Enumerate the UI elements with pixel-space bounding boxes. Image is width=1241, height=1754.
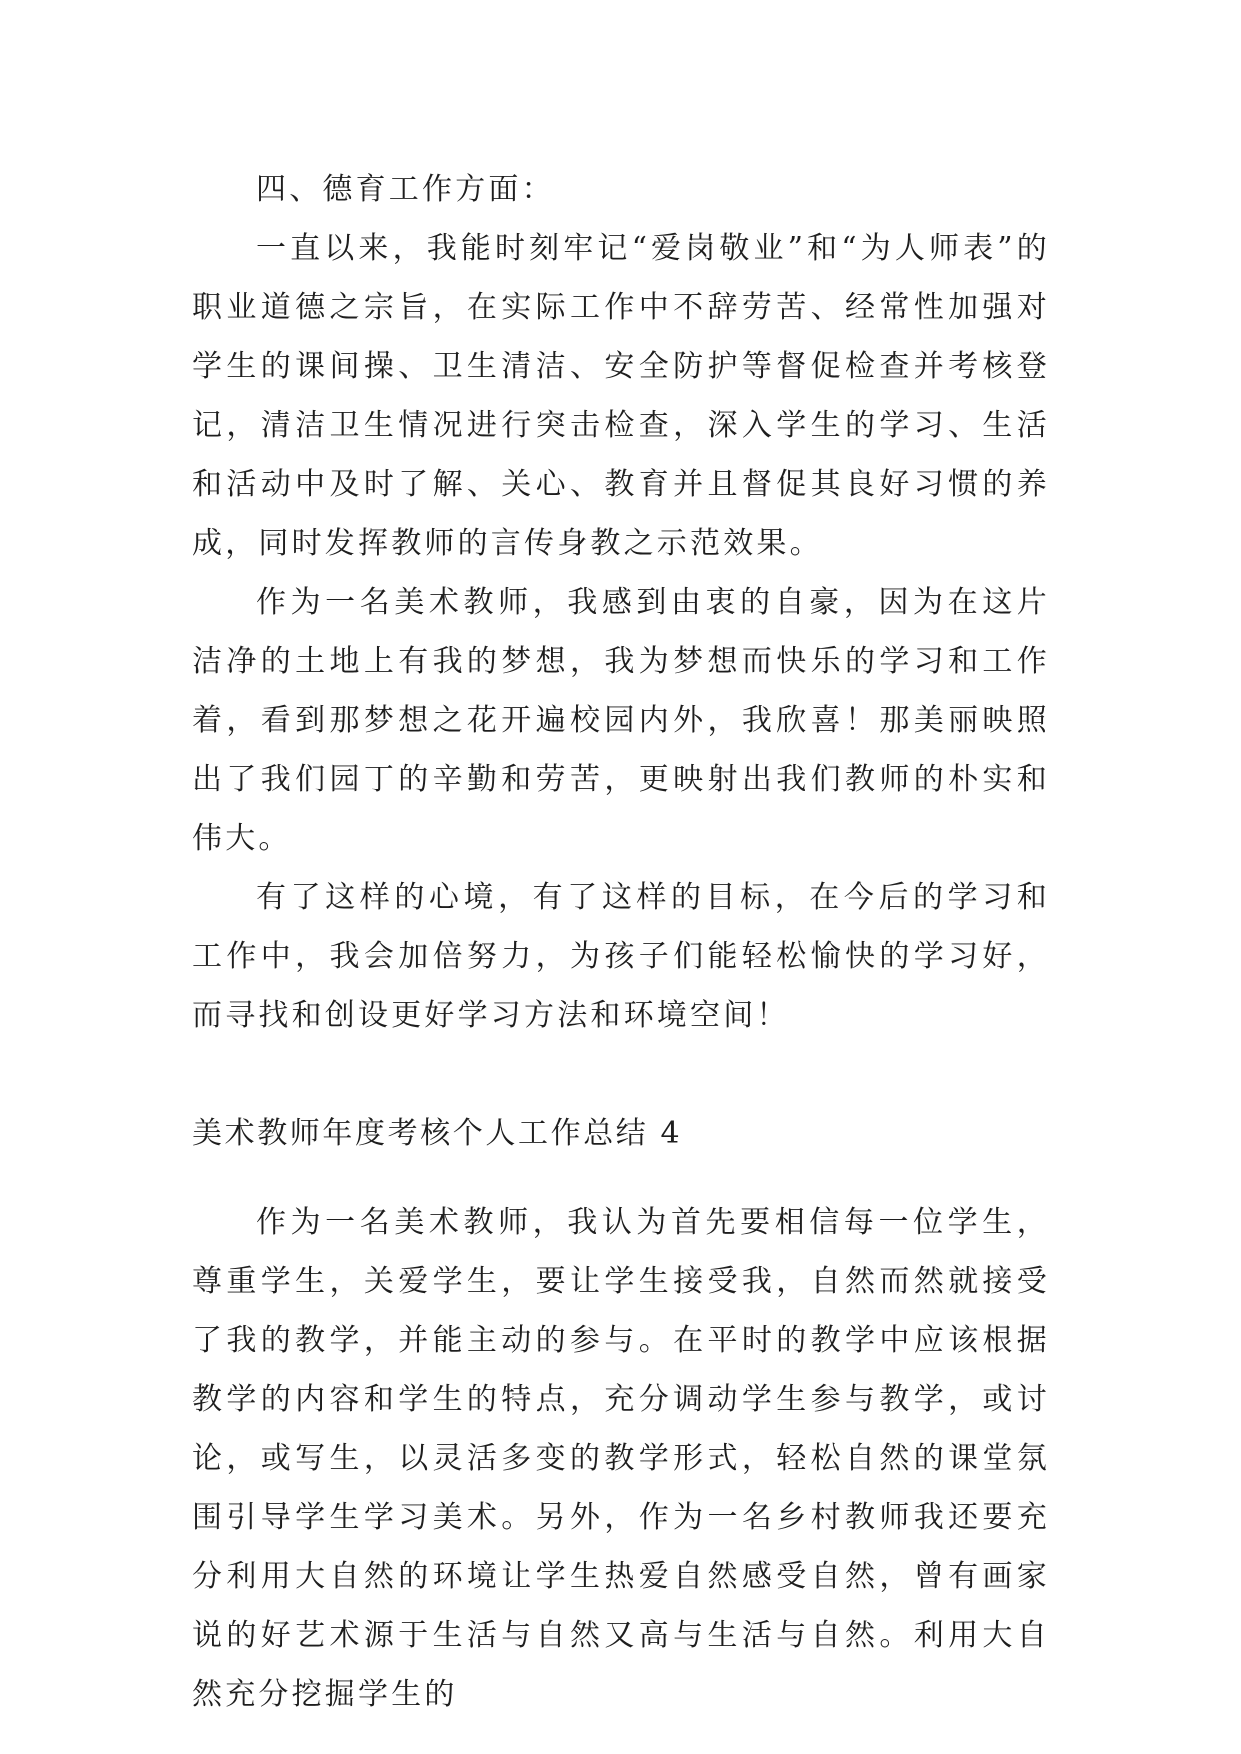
paragraph-art-teacher-pride: 作为一名美术教师，我感到由衷的自豪，因为在这片洁净的土地上有我的梦想，我为梦想而快乐的学习和工作着，看到那梦想之花开遍校园内外，我欣喜！那美丽映照出了我们园丁的辛勤和劳苦，更映射出我们教师的朴实和伟大。 bbox=[192, 585, 1050, 856]
paragraph-teaching-approach: 作为一名美术教师，我认为首先要相信每一位学生，尊重学生，关爱学生，要让学生接受我，自然而然就接受了我的教学，并能主动的参与。在平时的教学中应该根据教学的内容和学生的特点，充分调动学生参与教学，或讨论，或写生，以灵活多变的教学形式，轻松自然的课堂氛围引导学生学习美术。另外，作为一名乡村教师我还要充分利用大自然的环境让学生热爱自然感受自然，曾有画家说的好艺术源于生活与自然又高与生活与自然。利用大自然充分挖掘学生的 bbox=[192, 1205, 1050, 1712]
summary-title: 美术教师年度考核个人工作总结 4 bbox=[192, 1116, 683, 1151]
section-heading-moral-education: 四、德育工作方面： bbox=[256, 172, 555, 207]
paragraph-moral-duties: 一直以来，我能时刻牢记“爱岗敬业”和“为人师表”的职业道德之宗旨，在实际工作中不辞劳苦、经常性加强对学生的课间操、卫生清洁、安全防护等督促检查并考核登记，清洁卫生情况进行突击检查，深入学生的学习、生活和活动中及时了解、关心、教育并且督促其良好习惯的养成，同时发挥教师的言传身教之示范效果。 bbox=[192, 231, 1050, 561]
paragraph-future-goals: 有了这样的心境，有了这样的目标，在今后的学习和工作中，我会加倍努力，为孩子们能轻松愉快的学习好，而寻找和创设更好学习方法和环境空间！ bbox=[192, 880, 1050, 1033]
document-body bbox=[192, 160, 1050, 1724]
